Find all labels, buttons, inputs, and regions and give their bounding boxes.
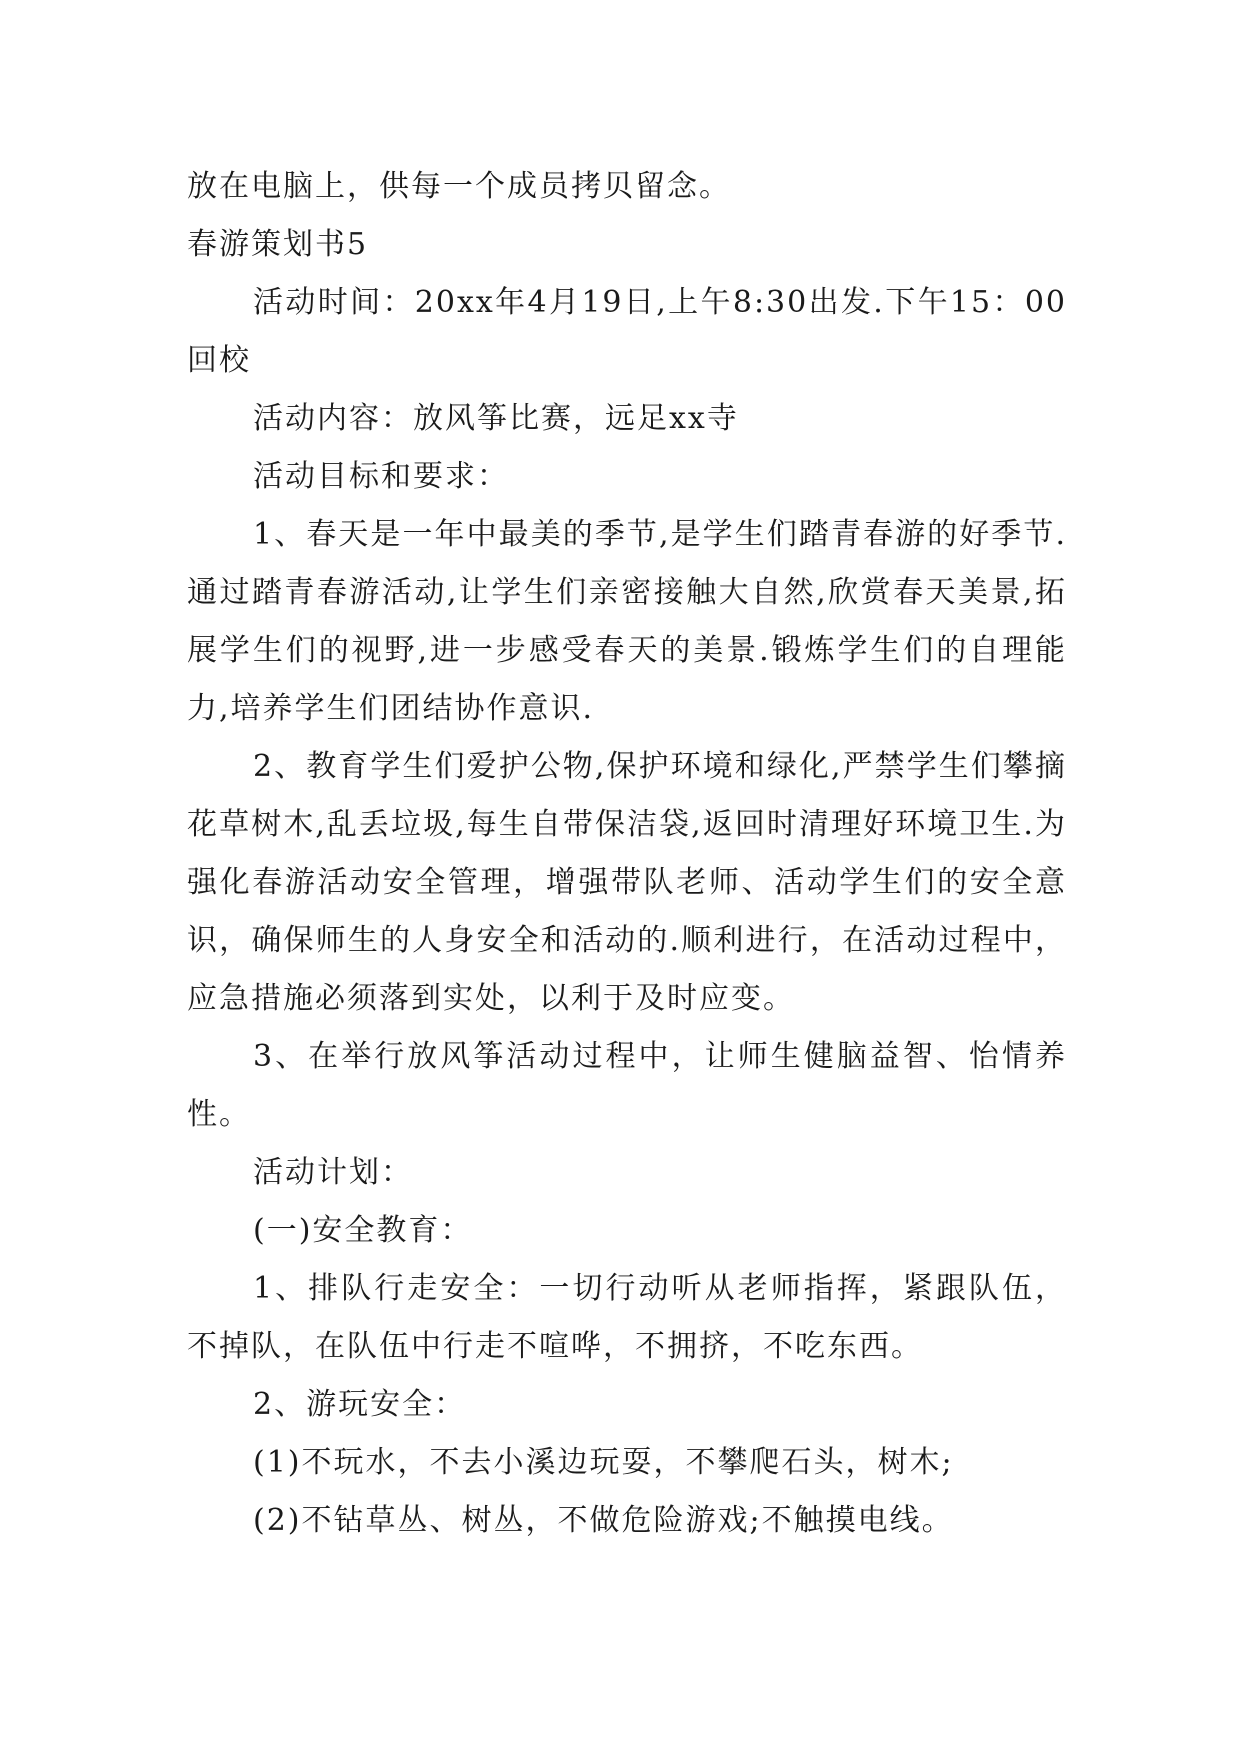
paragraph-safety-2: 2、游玩安全： <box>253 1387 467 1422</box>
paragraph-plan-heading: 活动计划： <box>253 1155 413 1190</box>
section-heading: 春游策划书5 <box>187 227 369 262</box>
document-body <box>187 158 1067 1550</box>
paragraph-goal-3: 3、在举行放风筝活动过程中，让师生健脑益智、怡情养性。 <box>187 1039 1067 1132</box>
paragraph-safety-2-2: (2)不钻草丛、树丛，不做危险游戏;不触摸电线。 <box>253 1503 954 1538</box>
paragraph-activity-time: 活动时间：20xx年4月19日,上午8:30出发.下午15：00回校 <box>187 285 1067 378</box>
paragraph-safety-heading: (一)安全教育： <box>253 1213 473 1248</box>
paragraph-safety-1: 1、排队行走安全：一切行动听从老师指挥，紧跟队伍，不掉队，在队伍中行走不喧哗，不拥挤，不吃东西。 <box>187 1271 1067 1364</box>
paragraph-safety-2-1: (1)不玩水，不去小溪边玩耍，不攀爬石头，树木; <box>253 1445 954 1480</box>
paragraph-goals-heading: 活动目标和要求： <box>253 459 509 494</box>
paragraph-goal-1: 1、春天是一年中最美的季节,是学生们踏青春游的好季节.通过踏青春游活动,让学生们亲密接触大自然,欣赏春天美景,拓展学生们的视野,进一步感受春天的美景.锻炼学生们的自理能力,培养学生们团结协作意识. <box>187 517 1067 726</box>
paragraph-goal-2: 2、教育学生们爱护公物,保护环境和绿化,严禁学生们攀摘花草树木,乱丢垃圾,每生自带保洁袋,返回时清理好环境卫生.为强化春游活动安全管理，增强带队老师、活动学生们的安全意识，确保师生的人身安全和活动的.顺利进行，在活动过程中，应急措施必须落到实处，以利于及时应变。 <box>187 749 1067 1016</box>
paragraph-continuation: 放在电脑上，供每一个成员拷贝留念。 <box>187 169 731 204</box>
paragraph-activity-content: 活动内容：放风筝比赛，远足xx寺 <box>253 401 739 436</box>
